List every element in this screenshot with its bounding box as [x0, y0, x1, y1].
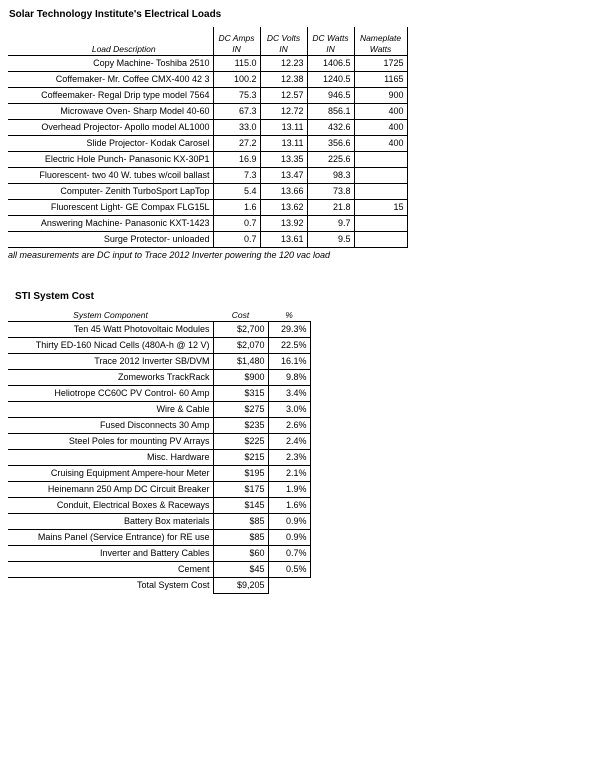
cost-percent: 2.1% — [268, 465, 310, 481]
total-label: Total System Cost — [136, 580, 210, 591]
dc-amps: 5.4 — [213, 183, 260, 199]
loads-footnote: all measurements are DC input to Trace 2012 Inverter powering the 120 vac load — [8, 250, 331, 260]
dc-watts: 432.6 — [307, 119, 354, 135]
system-component: Mains Panel (Service Entrance) for RE use — [8, 529, 213, 545]
component-cost: $1,480 — [213, 353, 268, 369]
nameplate-watts — [354, 151, 407, 167]
cost-row — [8, 401, 310, 417]
load-description: Fluorescent Light- GE Compax FLG15L — [8, 199, 213, 215]
cost-percent: 16.1% — [268, 353, 310, 369]
system-component: Thirty ED-160 Nicad Cells (480A-h @ 12 V) — [8, 337, 213, 353]
cost-row — [8, 481, 310, 497]
load-row — [8, 167, 407, 183]
nameplate-watts: 400 — [354, 103, 407, 119]
dc-amps: 0.7 — [213, 215, 260, 231]
nameplate-watts — [354, 167, 407, 183]
cost-header-row — [8, 308, 310, 321]
component-cost: $45 — [213, 561, 268, 577]
dc-amps: 16.9 — [213, 151, 260, 167]
dc-amps: 115.0 — [213, 55, 260, 71]
system-component: Ten 45 Watt Photovoltaic Modules — [8, 321, 213, 337]
system-component: Wire & Cable — [8, 401, 213, 417]
loads-column-header-text: IN — [326, 43, 335, 54]
load-description: Coffemaker- Mr. Coffee CMX-400 42 3 — [8, 71, 213, 87]
load-row — [8, 71, 407, 87]
loads-column-header-text: Load Description — [91, 43, 156, 54]
component-cost: $900 — [213, 369, 268, 385]
load-description: Overhead Projector- Apollo model AL1000 — [8, 119, 213, 135]
cost-row — [8, 513, 310, 529]
cost-row — [8, 529, 310, 545]
cost-percent: 3.0% — [268, 401, 310, 417]
load-description: Coffeemaker- Regal Drip type model 7564 — [8, 87, 213, 103]
loads-column-header — [8, 27, 213, 55]
load-description: Answering Machine- Panasonic KXT-1423 — [8, 215, 213, 231]
cost-column-header: System Component — [8, 308, 213, 321]
dc-volts: 13.66 — [260, 183, 307, 199]
cost-row — [8, 321, 310, 337]
nameplate-watts: 1725 — [354, 55, 407, 71]
loads-column-header — [213, 27, 260, 55]
dc-volts: 12.72 — [260, 103, 307, 119]
cost-table — [8, 308, 311, 594]
cost-row — [8, 353, 310, 369]
dc-watts: 225.6 — [307, 151, 354, 167]
component-cost: $315 — [213, 385, 268, 401]
component-cost: $275 — [213, 401, 268, 417]
cost-row — [8, 465, 310, 481]
cost-percent: 1.9% — [268, 481, 310, 497]
cost-percent: 0.7% — [268, 545, 310, 561]
component-cost: $215 — [213, 449, 268, 465]
load-description: Slide Projector- Kodak Carosel — [8, 135, 213, 151]
component-cost: $60 — [213, 545, 268, 561]
dc-amps: 67.3 — [213, 103, 260, 119]
cost-row — [8, 449, 310, 465]
dc-volts: 13.61 — [260, 231, 307, 247]
dc-volts: 13.47 — [260, 167, 307, 183]
system-component: Zomeworks TrackRack — [8, 369, 213, 385]
load-description: Copy Machine- Toshiba 2510 — [8, 55, 213, 71]
component-cost: $2,700 — [213, 321, 268, 337]
system-component: Heinemann 250 Amp DC Circuit Breaker — [8, 481, 213, 497]
load-row — [8, 231, 407, 247]
loads-column-header-text: DC Amps — [218, 32, 255, 43]
dc-watts: 946.5 — [307, 87, 354, 103]
dc-volts: 12.23 — [260, 55, 307, 71]
load-description: Computer- Zenith TurboSport LapTop — [8, 183, 213, 199]
cost-row — [8, 385, 310, 401]
load-description: Surge Protector- unloaded — [8, 231, 213, 247]
cost-percent: 2.3% — [268, 449, 310, 465]
load-row — [8, 183, 407, 199]
system-component: Cement — [8, 561, 213, 577]
loads-column-header-text: IN — [232, 43, 241, 54]
component-cost: $235 — [213, 417, 268, 433]
cost-row — [8, 561, 310, 577]
cost-row — [8, 369, 310, 385]
dc-volts: 12.38 — [260, 71, 307, 87]
cost-row — [8, 337, 310, 353]
dc-watts: 9.7 — [307, 215, 354, 231]
cost-percent: 9.8% — [268, 369, 310, 385]
total-spacer — [268, 577, 310, 593]
load-description: Electric Hole Punch- Panasonic KX-30P1 — [8, 151, 213, 167]
loads-column-header — [354, 27, 407, 55]
dc-amps: 0.7 — [213, 231, 260, 247]
nameplate-watts: 15 — [354, 199, 407, 215]
cost-percent: 2.4% — [268, 433, 310, 449]
cost-percent: 22.5% — [268, 337, 310, 353]
nameplate-watts: 400 — [354, 119, 407, 135]
component-cost: $175 — [213, 481, 268, 497]
load-row — [8, 119, 407, 135]
cost-title: STI System Cost — [15, 291, 94, 302]
nameplate-watts — [354, 231, 407, 247]
dc-volts: 13.35 — [260, 151, 307, 167]
cost-percent: 1.6% — [268, 497, 310, 513]
nameplate-watts — [354, 183, 407, 199]
dc-volts: 13.92 — [260, 215, 307, 231]
nameplate-watts — [354, 215, 407, 231]
dc-amps: 1.6 — [213, 199, 260, 215]
dc-watts: 1240.5 — [307, 71, 354, 87]
dc-amps: 7.3 — [213, 167, 260, 183]
loads-column-header — [260, 27, 307, 55]
cost-row — [8, 545, 310, 561]
dc-amps: 100.2 — [213, 71, 260, 87]
system-component: Steel Poles for mounting PV Arrays — [8, 433, 213, 449]
system-component: Conduit, Electrical Boxes & Raceways — [8, 497, 213, 513]
loads-table — [8, 27, 408, 248]
dc-watts: 21.8 — [307, 199, 354, 215]
dc-watts: 9.5 — [307, 231, 354, 247]
cost-row — [8, 417, 310, 433]
cost-percent: 0.9% — [268, 529, 310, 545]
cost-percent: 0.9% — [268, 513, 310, 529]
component-cost: $2,070 — [213, 337, 268, 353]
component-cost: $145 — [213, 497, 268, 513]
dc-watts: 1406.5 — [307, 55, 354, 71]
load-row — [8, 215, 407, 231]
system-component: Cruising Equipment Ampere-hour Meter — [8, 465, 213, 481]
nameplate-watts: 1165 — [354, 71, 407, 87]
loads-column-header-text: Watts — [369, 43, 392, 54]
component-cost: $225 — [213, 433, 268, 449]
system-component: Misc. Hardware — [8, 449, 213, 465]
dc-watts: 98.3 — [307, 167, 354, 183]
dc-watts: 356.6 — [307, 135, 354, 151]
total-row — [8, 577, 310, 593]
load-row — [8, 103, 407, 119]
component-cost: $85 — [213, 529, 268, 545]
loads-column-header-text: DC Watts — [312, 32, 349, 43]
dc-amps: 75.3 — [213, 87, 260, 103]
load-row — [8, 135, 407, 151]
dc-watts: 856.1 — [307, 103, 354, 119]
loads-column-header-text: DC Volts — [266, 32, 301, 43]
loads-column-header-text: IN — [279, 43, 288, 54]
load-row — [8, 199, 407, 215]
system-component: Inverter and Battery Cables — [8, 545, 213, 561]
loads-column-header-text: Nameplate — [359, 32, 402, 43]
system-component: Fused Disconnects 30 Amp — [8, 417, 213, 433]
cost-percent: 2.6% — [268, 417, 310, 433]
cost-percent: 0.5% — [268, 561, 310, 577]
dc-watts: 73.8 — [307, 183, 354, 199]
nameplate-watts: 400 — [354, 135, 407, 151]
dc-amps: 27.2 — [213, 135, 260, 151]
cost-row — [8, 433, 310, 449]
load-row — [8, 151, 407, 167]
load-row — [8, 87, 407, 103]
system-component: Battery Box materials — [8, 513, 213, 529]
load-row — [8, 55, 407, 71]
dc-volts: 13.11 — [260, 119, 307, 135]
cost-percent: 3.4% — [268, 385, 310, 401]
dc-volts: 13.62 — [260, 199, 307, 215]
dc-volts: 12.57 — [260, 87, 307, 103]
system-component: Heliotrope CC60C PV Control- 60 Amp — [8, 385, 213, 401]
cost-column-header: Cost — [213, 308, 268, 321]
cost-row — [8, 497, 310, 513]
total-value: $9,205 — [213, 577, 268, 593]
loads-title: Solar Technology Institute's Electrical Loads — [9, 9, 222, 20]
nameplate-watts: 900 — [354, 87, 407, 103]
dc-volts: 13.11 — [260, 135, 307, 151]
system-component: Trace 2012 Inverter SB/DVM — [8, 353, 213, 369]
cost-column-header: % — [268, 308, 310, 321]
dc-amps: 33.0 — [213, 119, 260, 135]
loads-column-header — [307, 27, 354, 55]
cost-percent: 29.3% — [268, 321, 310, 337]
load-description: Microwave Oven- Sharp Model 40-60 — [8, 103, 213, 119]
component-cost: $195 — [213, 465, 268, 481]
component-cost: $85 — [213, 513, 268, 529]
loads-header-row — [8, 27, 407, 55]
load-description: Fluorescent- two 40 W. tubes w/coil ballast — [8, 167, 213, 183]
